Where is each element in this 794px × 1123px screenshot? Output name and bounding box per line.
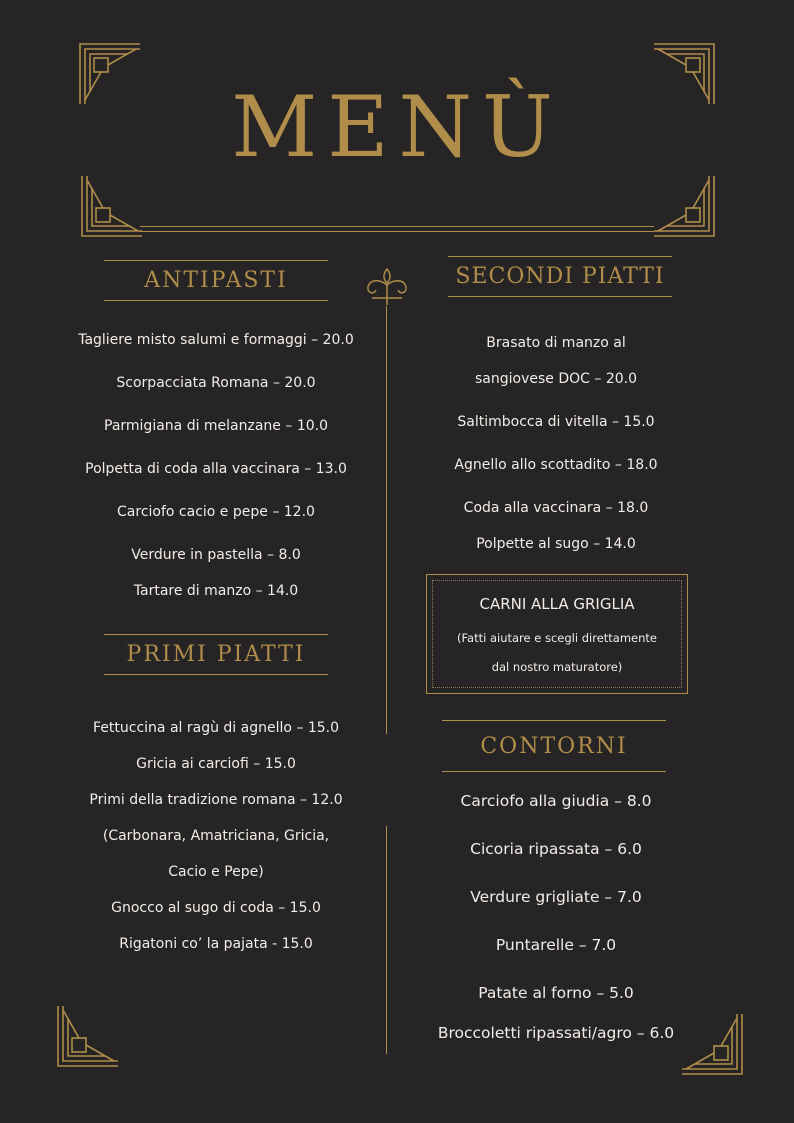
menu-item: Broccoletti ripassati/agro – 6.0 (437, 1024, 675, 1042)
column-divider (386, 826, 387, 1054)
menu-item: Gricia ai carciofi – 15.0 (136, 756, 296, 772)
menu-item: Fettuccina al ragù di agnello – 15.0 (93, 720, 339, 736)
corner-ornament-icon (80, 174, 146, 238)
menu-item: Primi della tradizione romana – 12.0 (89, 792, 343, 808)
title-divider (140, 231, 654, 232)
menu-item: Tagliere misto salumi e formaggi – 20.0 (78, 332, 354, 348)
section-title-secondi: SECONDI PIATTI (448, 256, 672, 297)
menu-item: Polpette al sugo – 14.0 (476, 536, 636, 552)
corner-ornament-icon (56, 1004, 122, 1068)
column-divider (386, 306, 387, 734)
menu-item: Coda alla vaccinara – 18.0 (463, 500, 649, 516)
menu-item: Agnello allo scottadito – 18.0 (454, 457, 658, 473)
section-title-antipasti: ANTIPASTI (104, 260, 328, 301)
menu-item: Parmigiana di melanzane – 10.0 (104, 418, 328, 434)
section-title-primi: PRIMI PIATTI (104, 634, 328, 675)
fleur-ornament-icon (362, 265, 412, 307)
menu-item: Gnocco al sugo di coda – 15.0 (111, 900, 321, 916)
page-title: MENÙ (231, 78, 563, 176)
menu-item: Polpetta di coda alla vaccinara – 13.0 (85, 461, 347, 477)
menu-item: Brasato di manzo al (486, 335, 626, 351)
grill-note: (Fatti aiutare e scegli direttamente (457, 631, 657, 645)
grill-title: CARNI ALLA GRIGLIA (479, 595, 635, 613)
menu-item: Carciofo cacio e pepe – 12.0 (117, 504, 315, 520)
corner-ornament-icon (650, 174, 716, 238)
menu-item: Carciofo alla giudia – 8.0 (460, 792, 652, 810)
menu-item: Rigatoni co’ la pajata - 15.0 (119, 936, 313, 952)
grill-note: dal nostro maturatore) (491, 660, 623, 674)
menu-item: Scorpacciata Romana – 20.0 (116, 375, 316, 391)
menu-item: Cicoria ripassata – 6.0 (470, 840, 642, 858)
menu-item: Verdure grigliate – 7.0 (470, 888, 642, 906)
title-divider (140, 226, 654, 227)
section-title-contorni: CONTORNI (442, 720, 666, 772)
grill-box (426, 574, 688, 694)
menu-item: Puntarelle – 7.0 (495, 936, 617, 954)
menu-item: Cacio e Pepe) (168, 864, 264, 880)
menu-item: Saltimbocca di vitella – 15.0 (457, 414, 655, 430)
menu-item: sangiovese DOC – 20.0 (475, 371, 637, 387)
corner-ornament-icon (678, 1012, 744, 1076)
menu-item: Verdure in pastella – 8.0 (131, 547, 301, 563)
menu-item: Patate al forno – 5.0 (478, 984, 634, 1002)
menu-item: Tartare di manzo – 14.0 (133, 583, 299, 599)
menu-item: (Carbonara, Amatriciana, Gricia, (102, 828, 330, 844)
